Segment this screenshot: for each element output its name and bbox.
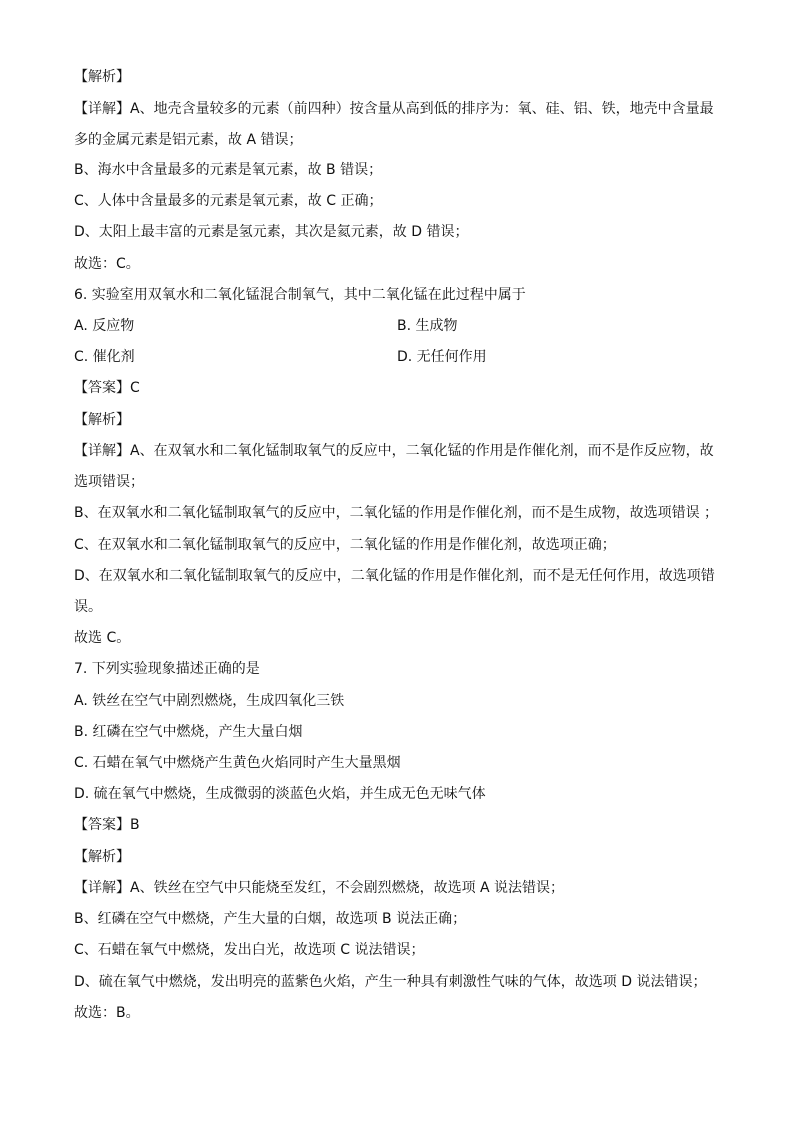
q7-detail-a: 【详解】A、铁丝在空气中只能烧至发红，不会剧烈燃烧，故选项 A 说法错误； — [74, 880, 565, 896]
q6-option-a: A. 反应物 — [74, 318, 135, 334]
q5-detail-line1: 【详解】A、地壳含量较多的元素（前四种）按含量从高到低的排序为：氧、硅、铝、铁，地壳中含量最 — [74, 101, 714, 117]
q6-detail-d-line1: D、在双氧水和二氧化锰制取氧气的反应中，二氧化锰的作用是作催化剂，而不是无任何作用，故选项错 — [74, 568, 715, 584]
q5-detail-line2: 多的金属元素是铝元素，故 A 错误； — [74, 132, 303, 148]
q5-analysis-label: 【解析】 — [74, 69, 130, 85]
q7-analysis-label: 【解析】 — [74, 849, 130, 865]
q6-option-c: C. 催化剂 — [74, 349, 135, 365]
q6-detail-d-line2: 误。 — [74, 599, 102, 615]
q7-detail-d: D、硫在氧气中燃烧，发出明亮的蓝紫色火焰，产生一种具有刺激性气味的气体，故选项 D 说法错误； — [74, 974, 707, 990]
q7-answer: 【答案】B — [74, 817, 140, 833]
q7-question: 7. 下列实验现象描述正确的是 — [74, 661, 260, 677]
q6-detail-b: B、在双氧水和二氧化锰制取氧气的反应中，二氧化锰的作用是作催化剂，而不是生成物，故选项错误 ； — [74, 505, 719, 521]
q6-analysis-label: 【解析】 — [74, 412, 130, 428]
q7-option-d: D. 硫在氧气中燃烧，生成微弱的淡蓝色火焰，并生成无色无味气体 — [74, 786, 486, 802]
q6-detail-a-line1: 【详解】A、在双氧水和二氧化锰制取氧气的反应中，二氧化锰的作用是作催化剂，而不是作反应物，故 — [74, 443, 714, 459]
q5-detail-d: D、太阳上最丰富的元素是氢元素，其次是氦元素，故 D 错误； — [74, 224, 469, 240]
q6-option-d: D. 无任何作用 — [397, 349, 487, 365]
q7-detail-c: C、石蜡在氧气中燃烧，发出白光，故选项 C 说法错误； — [74, 942, 425, 958]
q5-detail-c: C、人体中含量最多的元素是氧元素，故 C 正确； — [74, 193, 383, 209]
q5-detail-b: B、海水中含量最多的元素是氧元素，故 B 错误； — [74, 162, 383, 178]
q6-answer: 【答案】C — [74, 380, 140, 396]
q7-option-b: B. 红磷在空气中燃烧，产生大量白烟 — [74, 724, 303, 740]
q6-option-b: B. 生成物 — [397, 318, 458, 334]
q6-detail-c: C、在双氧水和二氧化锰制取氧气的反应中，二氧化锰的作用是作催化剂，故选项正确； — [74, 537, 616, 553]
q6-detail-a-line2: 选项错误； — [74, 474, 144, 490]
q6-conclusion: 故选 C。 — [74, 630, 131, 646]
q7-option-c: C. 石蜡在氧气中燃烧产生黄色火焰同时产生大量黑烟 — [74, 755, 401, 771]
q7-conclusion: 故选：B。 — [74, 1005, 140, 1021]
q7-detail-b: B、红磷在空气中燃烧，产生大量的白烟，故选项 B 说法正确； — [74, 911, 467, 927]
q5-conclusion: 故选：C。 — [74, 256, 140, 272]
q7-option-a: A. 铁丝在空气中剧烈燃烧，生成四氧化三铁 — [74, 693, 345, 709]
q6-question: 6. 实验室用双氧水和二氧化锰混合制氧气，其中二氧化锰在此过程中属于 — [74, 287, 526, 303]
